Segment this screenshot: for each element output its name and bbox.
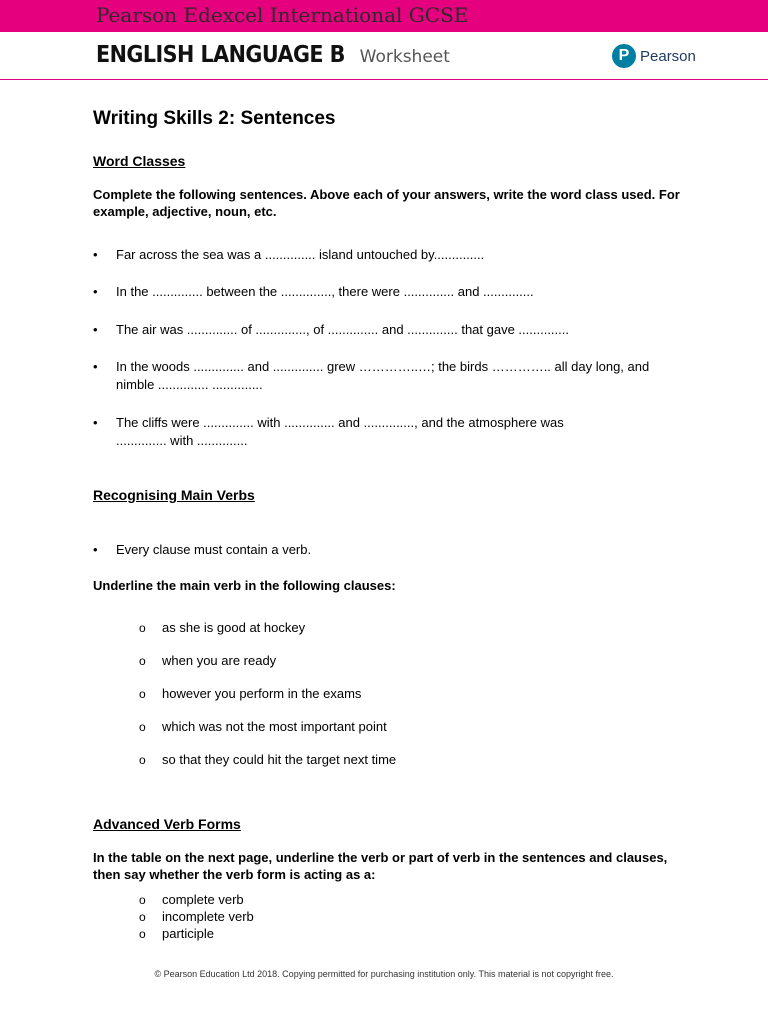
list-item: The air was .............. of .............., of .............. and .............. that gave .............. xyxy=(116,322,569,337)
pearson-logo xyxy=(612,44,696,68)
copyright-footer: © Pearson Education Ltd 2018. Copying permitted for purchasing institution only. This material is not copyright free. xyxy=(154,969,614,979)
circle-bullet-icon: o xyxy=(139,654,146,668)
list-item: In the .............. between the .............., there were .............. and .............. xyxy=(116,284,534,299)
clause-item: so that they could hit the target next time xyxy=(162,752,397,767)
bullet-icon: • xyxy=(93,284,98,299)
circle-bullet-icon: o xyxy=(139,927,146,941)
section-heading-word-classes: Word Classes xyxy=(93,153,186,169)
document-kind: Worksheet xyxy=(359,47,450,67)
circle-bullet-icon: o xyxy=(139,893,146,907)
word-classes-instruction: Complete the following sentences. Above each of your answers, write the word class used. For example, adjective, noun, etc. xyxy=(93,187,680,219)
list-item: The cliffs were .............. with .............. and .............., and the atmosphere was .............. with .............. xyxy=(116,415,564,448)
verb-form-option: incomplete verb xyxy=(162,909,254,924)
brand-bar xyxy=(0,0,768,32)
pearson-logo-word: Pearson xyxy=(640,47,696,65)
main-verbs-note: Every clause must contain a verb. xyxy=(116,542,312,557)
section-heading-verb-forms: Advanced Verb Forms xyxy=(93,816,241,832)
clause-item: however you perform in the exams xyxy=(162,686,362,701)
bullet-icon: • xyxy=(93,415,98,430)
clause-item: when you are ready xyxy=(162,653,277,668)
document-header xyxy=(96,42,450,68)
section-heading-main-verbs: Recognising Main Verbs xyxy=(93,487,255,503)
circle-bullet-icon: o xyxy=(139,621,146,635)
main-verbs-instruction: Underline the main verb in the following clauses: xyxy=(93,578,396,593)
circle-bullet-icon: o xyxy=(139,753,146,767)
bullet-icon: • xyxy=(93,359,98,374)
bullet-icon: • xyxy=(93,542,98,557)
subject-title: ENGLISH LANGUAGE B xyxy=(96,42,345,68)
page-title: Writing Skills 2: Sentences xyxy=(93,108,336,129)
clause-item: which was not the most important point xyxy=(162,719,387,734)
pearson-logo-icon: P xyxy=(612,44,636,68)
verb-form-option: participle xyxy=(162,926,215,941)
verb-forms-instruction: In the table on the next page, underline the verb or part of verb in the sentences and clauses, then say whether the verb form is acting as a: xyxy=(93,850,668,882)
list-item: In the woods .............. and .............. grew …………..…; the birds ………….. all day long, and nimble .............. .............. xyxy=(116,359,650,392)
circle-bullet-icon: o xyxy=(139,687,146,701)
circle-bullet-icon: o xyxy=(139,910,146,924)
verb-form-option: complete verb xyxy=(162,892,244,907)
circle-bullet-icon: o xyxy=(139,720,146,734)
list-item: Far across the sea was a .............. island untouched by.............. xyxy=(116,247,485,262)
header-divider xyxy=(0,79,768,80)
bullet-icon: • xyxy=(93,322,98,337)
brand-name: Pearson Edexcel International GCSE xyxy=(96,3,469,27)
clause-item: as she is good at hockey xyxy=(162,620,306,635)
bullet-icon: • xyxy=(93,247,98,262)
